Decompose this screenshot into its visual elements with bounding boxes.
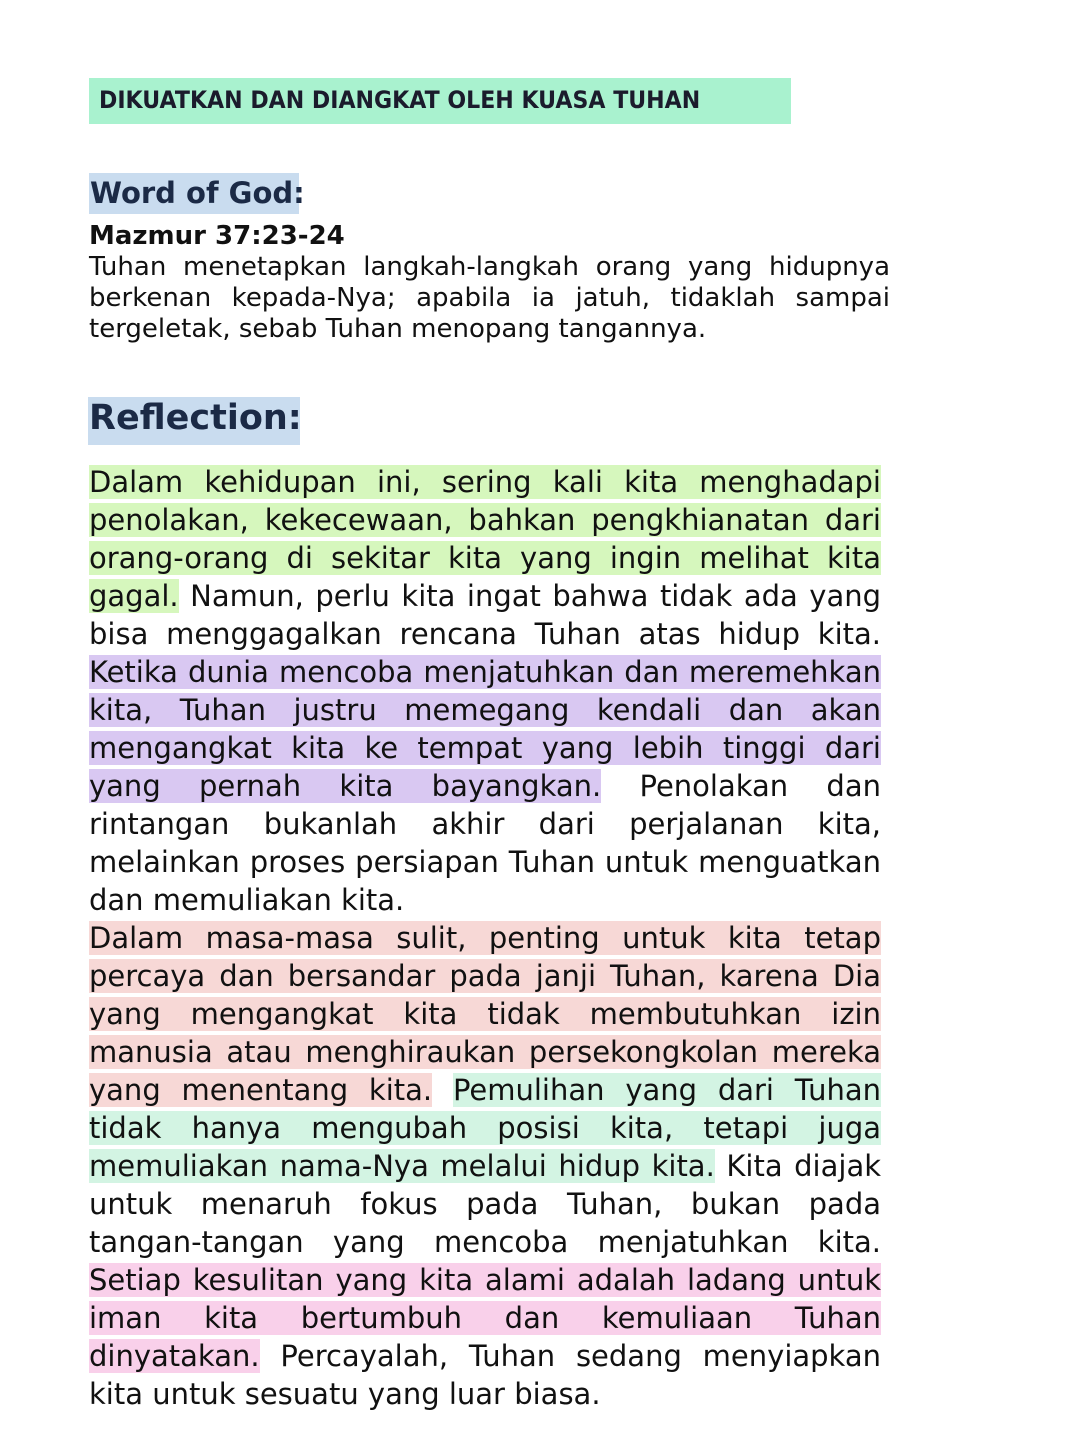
plain-text: Penolakan dan rintangan bukanlah akhir dari perjalanan kita, melainkan proses persiapan Tuhan untuk menguatkan dan memuliakan kita.	[89, 769, 881, 917]
reflection-label: Reflection:	[89, 398, 302, 438]
reflection-label-box	[88, 397, 300, 445]
highlight-pink: Setiap kesulitan yang kita alami adalah ladang untuk iman kita bertumbuh dan kemuliaan Tuhan dinyatakan.	[89, 1263, 881, 1373]
page-title: DIKUATKAN DAN DIANGKAT OLEH KUASA TUHAN	[99, 86, 701, 114]
highlight-green: Dalam kehidupan ini, sering kali kita menghadapi penolakan, kekecewaan, bahkan pengkhianatan dari orang-orang di sekitar kita yang ingin melihat kita gagal.	[89, 465, 881, 613]
plain-text: Kita diajak untuk menaruh fokus pada Tuhan, bukan pada tangan-tangan yang mencoba menjatuhkan kita.	[89, 1149, 882, 1259]
verse-reference: Mazmur 37:23-24	[89, 221, 345, 251]
plain-text: Namun, perlu kita ingat bahwa tidak ada yang bisa menggagalkan rencana Tuhan atas hidup kita.	[89, 579, 881, 651]
title-banner	[89, 78, 791, 124]
reflection-paragraph-1	[89, 463, 881, 919]
verse-text: Tuhan menetapkan langkah-langkah orang yang hidupnya berkenan kepada-Nya; apabila ia jatuh, tidaklah sampai tergeletak, sebab Tuhan menopang tangannya.	[89, 252, 890, 344]
highlight-peach: Dalam masa-masa sulit, penting untuk kita tetap percaya dan bersandar pada janji Tuhan, karena Dia yang mengangkat kita tidak membutuhkan izin manusia atau menghiraukan persekongkolan mereka yang menentang kita.	[89, 921, 881, 1107]
reflection-paragraph-2	[89, 919, 881, 1413]
highlight-purple: Ketika dunia mencoba menjatuhkan dan meremehkan kita, Tuhan justru memegang kendali dan akan mengangkat kita ke tempat yang lebih tinggi dari yang pernah kita bayangkan.	[89, 655, 881, 803]
plain-text: Percayalah, Tuhan sedang menyiapkan kita untuk sesuatu yang luar biasa.	[89, 1339, 881, 1411]
word-of-god-label-box	[89, 173, 305, 214]
word-of-god-label: Word of God:	[90, 176, 305, 210]
highlight-mint: Pemulihan yang dari Tuhan tidak hanya mengubah posisi kita, tetapi juga memuliakan nama-Nya melalui hidup kita.	[89, 1073, 882, 1183]
